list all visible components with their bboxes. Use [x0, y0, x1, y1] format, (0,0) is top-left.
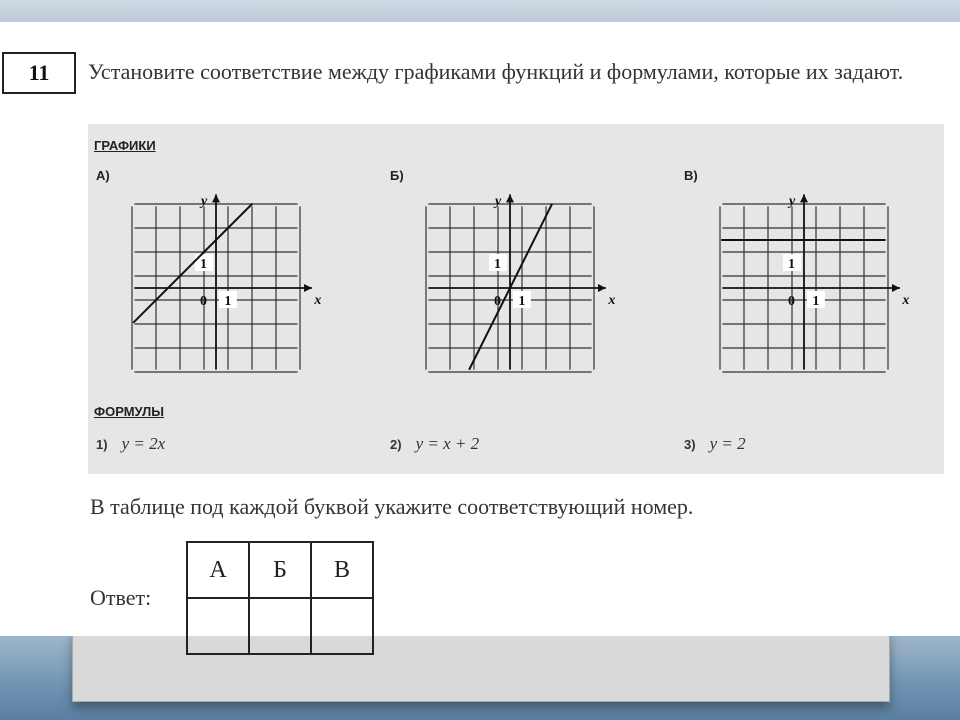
task-number: 11 [2, 52, 76, 94]
x-axis-arrow [598, 284, 606, 292]
answer-header-v: В [311, 542, 373, 598]
origin-label: 0 [494, 294, 501, 309]
unit-x-label: 1 [518, 294, 526, 309]
formula-3-number: 3) [684, 437, 696, 452]
answer-label: Ответ: [90, 585, 152, 610]
unit-x-label: 1 [812, 294, 820, 309]
unit-y-label: 1 [788, 257, 795, 272]
origin-label: 0 [788, 294, 795, 309]
task-statement: Установите соответствие между графиками функций и формулами, которые их задают. [88, 59, 904, 84]
answer-input-row [187, 598, 373, 654]
formula-3 [684, 434, 746, 454]
origin-label: 0 [200, 294, 207, 309]
y-axis-label: y [201, 194, 208, 210]
x-axis-label: x [902, 293, 910, 308]
y-axis-arrow [212, 194, 220, 202]
formula-2 [390, 434, 479, 454]
formula-2-number: 2) [390, 437, 402, 452]
worksheet-page [0, 22, 960, 636]
graph-letter-a: А) [96, 168, 110, 183]
y-axis-arrow [800, 194, 808, 202]
answer-header-row [187, 542, 373, 598]
formula-3-expression: y = 2 [709, 434, 746, 453]
y-axis-arrow [506, 194, 514, 202]
formula-2-expression: y = x + 2 [415, 434, 480, 453]
x-axis-label: x [608, 293, 616, 308]
graph-a [128, 174, 328, 374]
unit-x-label: 1 [224, 294, 232, 309]
answer-table [186, 541, 374, 655]
answer-cell-a[interactable] [187, 598, 249, 654]
graphs-section-label: ГРАФИКИ [94, 138, 156, 153]
graph-letter-v: В) [684, 168, 698, 183]
answer-cell-b[interactable] [249, 598, 311, 654]
y-axis-label: y [789, 194, 796, 210]
graph-b [422, 174, 622, 374]
unit-y-label: 1 [494, 257, 501, 272]
answer-header-a: А [187, 542, 249, 598]
graph-v [716, 174, 916, 374]
formula-1 [96, 434, 165, 454]
x-axis-label: x [314, 293, 322, 308]
graph-letter-b: Б) [390, 168, 404, 183]
x-axis-arrow [892, 284, 900, 292]
instruction-text: В таблице под каждой буквой укажите соответствующий номер. [90, 494, 694, 519]
answer-cell-v[interactable] [311, 598, 373, 654]
x-axis-arrow [304, 284, 312, 292]
unit-y-label: 1 [200, 257, 207, 272]
formulas-section-label: ФОРМУЛЫ [94, 404, 164, 419]
task-panel [88, 124, 944, 474]
formula-1-expression: y = 2x [121, 434, 166, 453]
y-axis-label: y [495, 194, 502, 210]
formula-1-number: 1) [96, 437, 108, 452]
answer-header-b: Б [249, 542, 311, 598]
